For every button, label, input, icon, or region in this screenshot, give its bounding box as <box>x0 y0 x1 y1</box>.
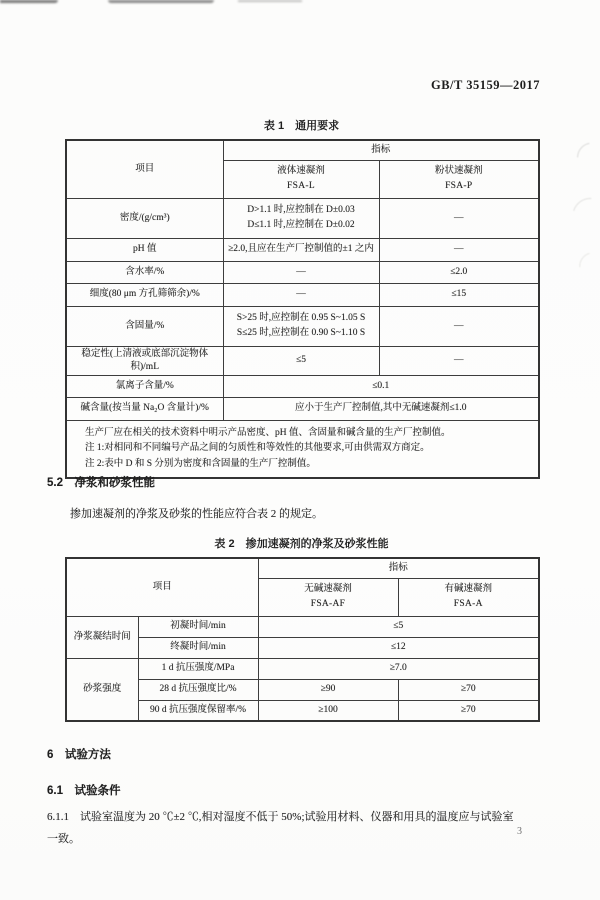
page-number: 3 <box>517 826 522 837</box>
table-note: 注 1:对相同和不同编号产品之间的匀质性和等效性的其他要求,可由供需双方商定。 <box>85 443 430 453</box>
table-row <box>66 238 539 261</box>
cell-initial-setting: ≤5 <box>258 616 539 637</box>
cell-fineness-powder: ≤15 <box>379 283 539 306</box>
table-1-notes <box>66 420 539 478</box>
scan-artifact-right-3 <box>575 248 600 279</box>
scan-artifact-top-2 <box>108 0 214 3</box>
row-label: 含固量/% <box>66 306 223 346</box>
cell-line: D>1.1 时,应控制在 D±0.03 <box>247 205 355 215</box>
cell-90d-af: ≥100 <box>258 700 398 721</box>
row-label: 碱含量(按当量 Na₂O 含量计)/% <box>66 397 223 420</box>
table-1-header-indicator: 指标 <box>223 140 539 160</box>
table-row <box>66 658 539 679</box>
standard-number: GB/T 35159—2017 <box>430 78 540 92</box>
cell-chloride-value: ≤0.1 <box>223 375 539 397</box>
table-row <box>66 306 539 346</box>
cell-water-powder: ≤2.0 <box>379 261 539 283</box>
cell-28d-af: ≥90 <box>258 679 398 700</box>
row-label: 稳定性(上清液或底部沉淀物体积)/mL <box>66 346 223 375</box>
table-2-caption: 表 2 掺加速凝剂的净浆及砂浆性能 <box>214 538 389 550</box>
column-code: FSA-L <box>287 181 315 191</box>
paragraph-6-1-1-line2: 一致。 <box>47 833 80 845</box>
section-6-1-heading: 6.1 试验条件 <box>47 785 121 797</box>
table-1-caption: 表 1 通用要求 <box>263 120 340 132</box>
table-row <box>66 375 539 397</box>
column-title: 无碱速凝剂 <box>304 584 352 594</box>
row-label: 28 d 抗压强度比/% <box>138 679 258 700</box>
table-2-paste-mortar-performance <box>65 557 540 722</box>
cell-line: S≤25 时,应控制在 0.90 S~1.10 S <box>236 328 366 338</box>
table-1-header-item: 项目 <box>66 140 223 198</box>
group-label-setting-time: 净浆凝结时间 <box>66 616 138 658</box>
scan-artifact-right-1 <box>572 138 600 172</box>
cell-ph-powder: — <box>379 238 539 261</box>
cell-density-powder: — <box>379 198 539 238</box>
row-label: 终凝时间/min <box>138 637 258 658</box>
table-note: 生产厂应在相关的技术资料中明示产品密度、pH 值、含固量和碱含量的生产厂控制值。 <box>85 427 451 438</box>
group-label-mortar-strength: 砂浆强度 <box>66 658 138 721</box>
cell-water-liquid: — <box>223 261 379 283</box>
section-5-2-heading: 5.2 净浆和砂浆性能 <box>47 477 155 489</box>
table-1-general-requirements <box>65 139 540 479</box>
table-row <box>66 616 539 637</box>
table-row <box>66 346 539 375</box>
row-label: 氯离子含量/% <box>66 375 223 397</box>
row-label: pH 值 <box>66 238 223 261</box>
row-label: 初凝时间/min <box>138 616 258 637</box>
table-2-header-indicator: 指标 <box>258 558 539 578</box>
table-row <box>66 397 539 420</box>
row-label: 含水率/% <box>66 261 223 283</box>
column-title: 粉状速凝剂 <box>435 166 483 176</box>
table-1-header-liquid <box>223 160 379 198</box>
cell-line: S>25 时,应控制在 0.95 S~1.05 S <box>236 313 366 323</box>
cell-final-setting: ≤12 <box>258 637 539 658</box>
cell-solid-powder: — <box>379 306 539 346</box>
table-note: 注 2:表中 D 和 S 分别为密度和含固量的生产厂控制值。 <box>85 458 316 469</box>
column-code: FSA-A <box>453 599 483 609</box>
section-5-2-paragraph: 掺加速凝剂的净浆及砂浆的性能应符合表 2 的规定。 <box>70 508 323 520</box>
cell-density-liquid <box>223 198 379 238</box>
table-2-header-alkali-free <box>258 578 398 616</box>
column-code: FSA-P <box>445 181 473 191</box>
column-title: 有碱速凝剂 <box>444 584 493 594</box>
table-1-header-powder <box>379 160 539 198</box>
row-label: 细度(80 μm 方孔筛筛余)/% <box>66 283 223 306</box>
cell-1d-strength: ≥7.0 <box>258 658 539 679</box>
cell-solid-liquid <box>223 306 379 346</box>
row-label: 密度/(g/cm³) <box>66 198 223 238</box>
cell-ph-liquid: ≥2.0,且应在生产厂控制值的±1 之内 <box>223 238 379 261</box>
scan-artifact-top-1 <box>0 0 58 3</box>
table-row <box>66 261 539 283</box>
column-title: 液体速凝剂 <box>277 166 325 176</box>
cell-fineness-liquid: — <box>223 283 379 306</box>
cell-line: D≤1.1 时,应控制在 D±0.02 <box>247 220 355 230</box>
section-6-heading: 6 试验方法 <box>47 749 111 761</box>
scan-artifact-top-3 <box>238 0 302 2</box>
paragraph-6-1-1-line1: 6.1.1 试验室温度为 20 ℃±2 ℃,相对湿度不低于 50%;试验用材料、仪器和用具的温度应与试验室 <box>47 811 514 823</box>
row-label: 1 d 抗压强度/MPa <box>138 658 258 679</box>
table-row <box>66 283 539 306</box>
cell-stability-powder: — <box>379 346 539 375</box>
table-row <box>66 198 539 238</box>
table-2-header-alkaline <box>398 578 539 616</box>
cell-alkali-value: 应小于生产厂控制值,其中无碱速凝剂≤1.0 <box>223 397 539 420</box>
table-2-header-item: 项目 <box>66 558 258 616</box>
table-notes-row <box>66 420 539 478</box>
cell-90d-a: ≥70 <box>398 700 539 721</box>
scan-artifact-right-2 <box>568 193 600 230</box>
column-code: FSA-AF <box>310 599 346 609</box>
cell-28d-a: ≥70 <box>398 679 539 700</box>
cell-stability-liquid: ≤5 <box>223 346 379 375</box>
row-label: 90 d 抗压强度保留率/% <box>138 700 258 721</box>
